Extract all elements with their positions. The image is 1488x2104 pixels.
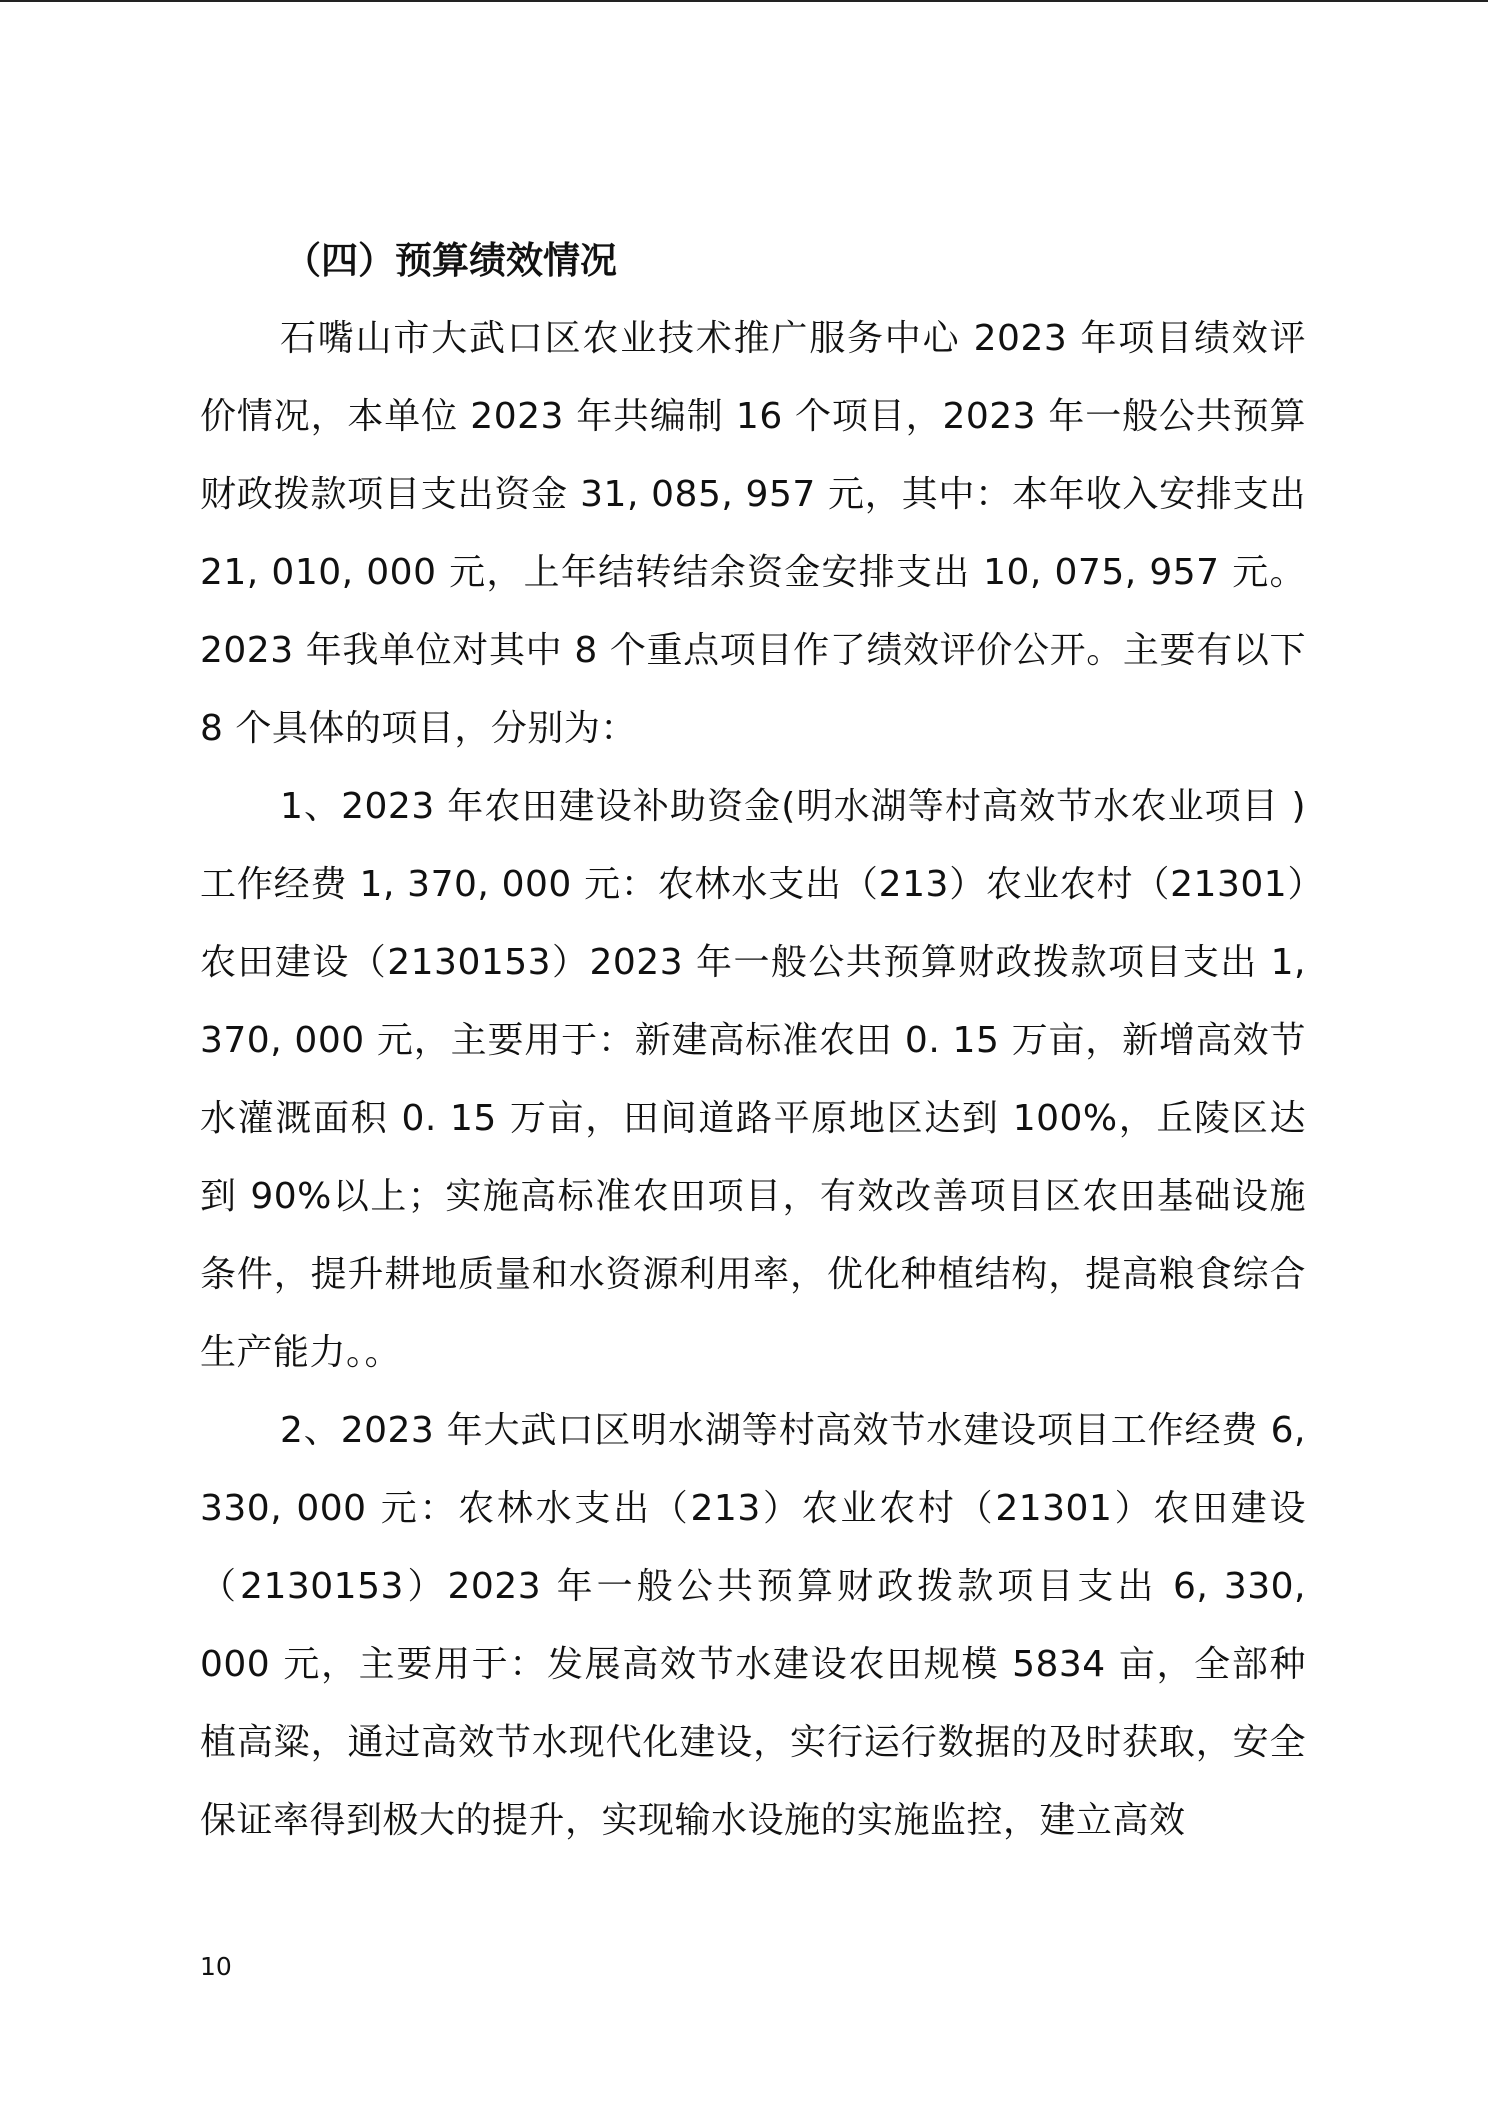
paragraph-project-2: 2、2023 年大武口区明水湖等村高效节水建设项目工作经费 6, 330, 000 元：农林水支出（213）农业农村（21301）农田建设（2130153）2023 年一般公共预算财政拨款项目支出 6, 330, 000 元，主要用于：发展高效节水建设农田规模 5834 亩，全部种植高粱，通过高效节水现代化建设，实行运行数据的及时获取，安全保证率得到极大的提升，实现输水设施的实施监控，建立高效	[200, 1410, 1306, 1841]
section-heading: （四）预算绩效情况	[284, 239, 617, 282]
page-number: 10	[200, 1952, 232, 1981]
paragraph-project-1: 1、2023 年农田建设补助资金(明水湖等村高效节水农业项目 )工作经费 1, 370, 000 元：农林水支出（213）农业农村（21301）农田建设（2130153）2023 年一般公共预算财政拨款项目支出 1, 370, 000 元，主要用于：新建高标准农田 0. 15 万亩，新增高效节水灌溉面积 0. 15 万亩，田间道路平原地区达到 100%，丘陵区达到 90%以上；实施高标准农田项目，有效改善项目区农田基础设施条件，提升耕地质量和水资源利用率，优化种植结构，提高粮食综合生产能力。。	[200, 786, 1306, 1373]
page-top-border	[0, 0, 1488, 2]
document-body	[200, 222, 1306, 1860]
paragraph-performance-overview: 石嘴山市大武口区农业技术推广服务中心 2023 年项目绩效评价情况，本单位 2023 年共编制 16 个项目，2023 年一般公共预算财政拨款项目支出资金 31, 085, 957 元，其中：本年收入安排支出 21, 010, 000 元，上年结转结余资金安排支出 10, 075, 957 元。2023 年我单位对其中 8 个重点项目作了绩效评价公开。主要有以下 8 个具体的项目，分别为：	[200, 318, 1306, 749]
